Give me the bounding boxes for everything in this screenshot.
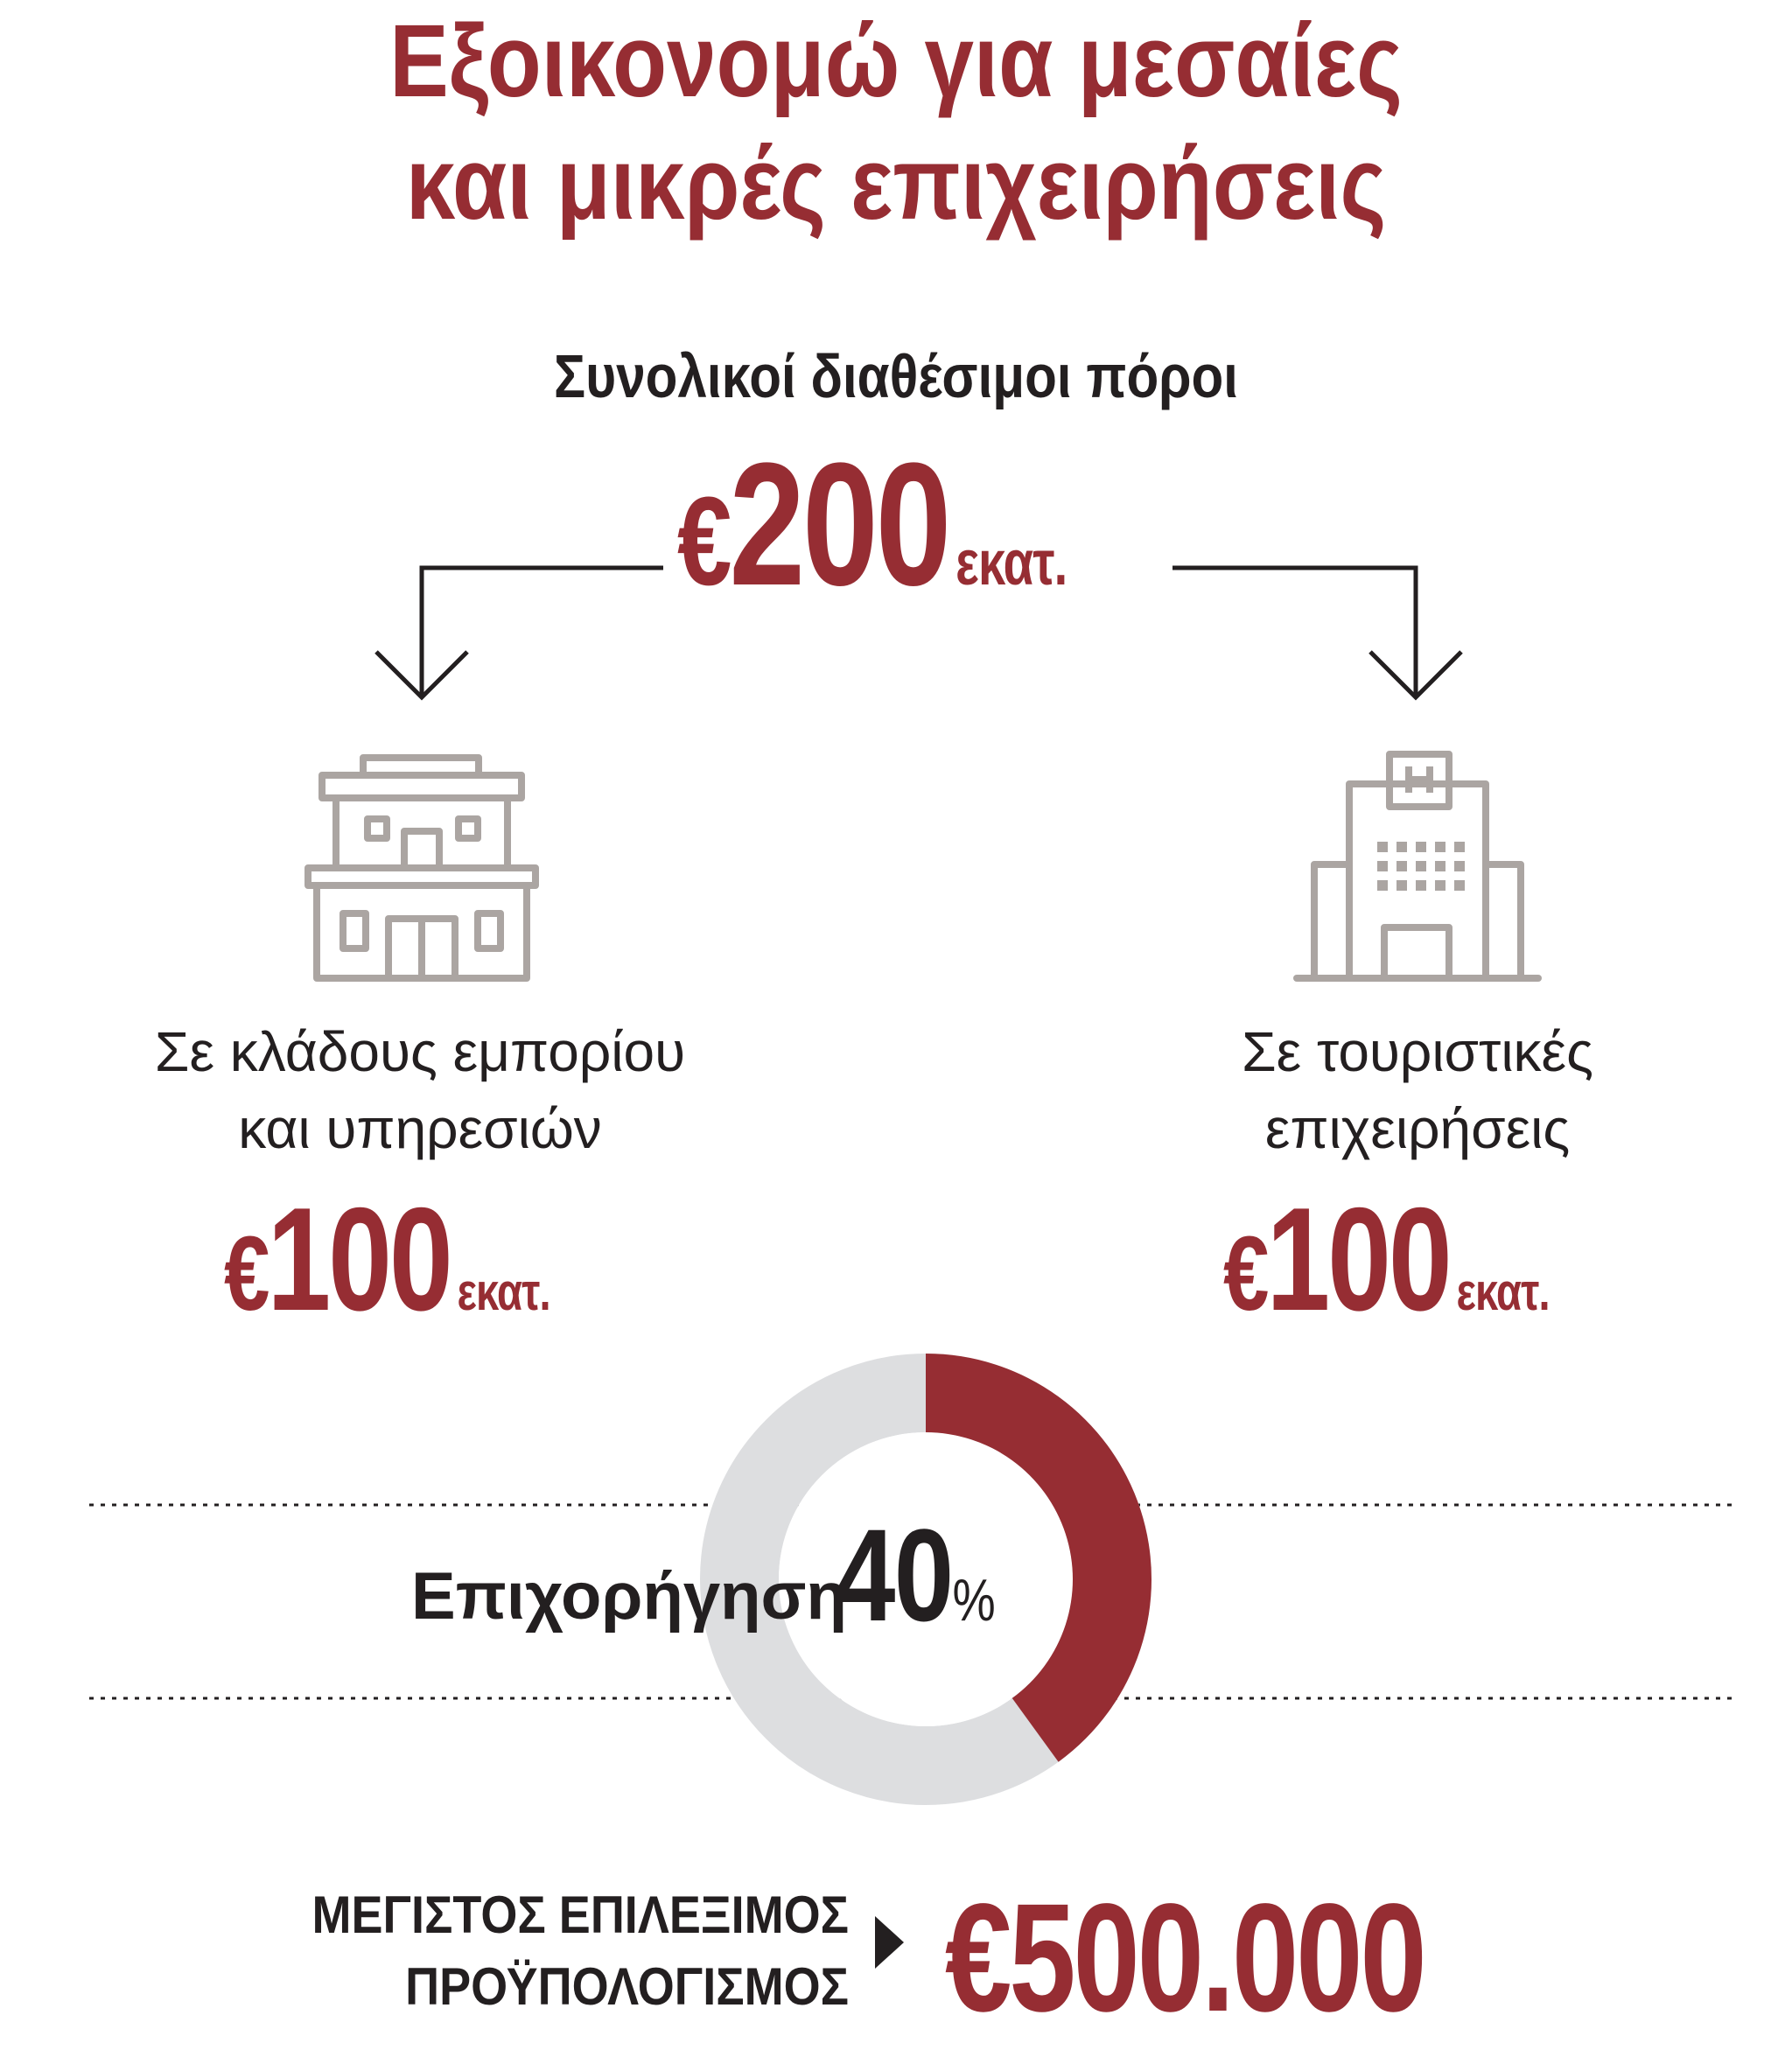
max-budget-label-line1: ΜΕΓΙΣΤΟΣ ΕΠΙΛΕΞΙΜΟΣ bbox=[312, 1886, 849, 1944]
grant-label: Επιχορήγηση bbox=[411, 1559, 847, 1634]
split-arrows bbox=[376, 568, 1461, 697]
total-resources-label: Συνολικοί διαθέσιμοι πόροι bbox=[554, 342, 1238, 410]
branch-commerce-amount bbox=[224, 1177, 550, 1365]
branch-commerce-label-line1: Σε κλάδους εμπορίου bbox=[154, 1020, 686, 1083]
branch-tourism-amount-value: 100 bbox=[1266, 1177, 1450, 1341]
branch-commerce-label bbox=[70, 1013, 770, 1167]
play-triangle-icon bbox=[875, 1916, 904, 1969]
left-arrow-line bbox=[422, 568, 663, 696]
branch-tourism-label-line1: Σε τουριστικές bbox=[1242, 1020, 1593, 1083]
branch-tourism-currency: € bbox=[1223, 1214, 1267, 1333]
total-amount-value: 200 bbox=[729, 427, 949, 622]
branch-commerce-unit: εκατ. bbox=[457, 1262, 550, 1321]
branch-tourism-amount bbox=[1223, 1177, 1550, 1365]
branch-tourism-label bbox=[1068, 1013, 1768, 1167]
total-unit: εκατ. bbox=[956, 528, 1068, 598]
grant-percentage-value: 40 bbox=[836, 1501, 953, 1648]
page-title-line1: Εξοικονομώ για μεσαίες bbox=[389, 3, 1403, 119]
grant-percentage bbox=[836, 1501, 995, 1667]
page-title-line2: και μικρές επιχειρήσεις bbox=[405, 126, 1387, 241]
max-budget-label-line2: ΠΡΟΫΠΟΛΟΓΙΣΜΟΣ bbox=[405, 1957, 849, 2016]
shop-building-icon bbox=[308, 758, 536, 978]
grant-percentage-symbol: % bbox=[952, 1568, 995, 1634]
branch-commerce-currency: € bbox=[224, 1214, 268, 1333]
branch-commerce-amount-value: 100 bbox=[267, 1177, 451, 1341]
max-budget-label bbox=[274, 1879, 849, 2023]
hotel-windows bbox=[1377, 842, 1465, 891]
branch-tourism-label-line2: επιχειρήσεις bbox=[1264, 1097, 1571, 1160]
branch-tourism-unit: εκατ. bbox=[1456, 1262, 1550, 1321]
max-budget-value: €500.000 bbox=[945, 1872, 1424, 2044]
total-currency: € bbox=[677, 471, 730, 612]
right-arrow-line bbox=[1172, 568, 1416, 696]
branch-commerce-label-line2: και υπηρεσιών bbox=[238, 1097, 602, 1160]
